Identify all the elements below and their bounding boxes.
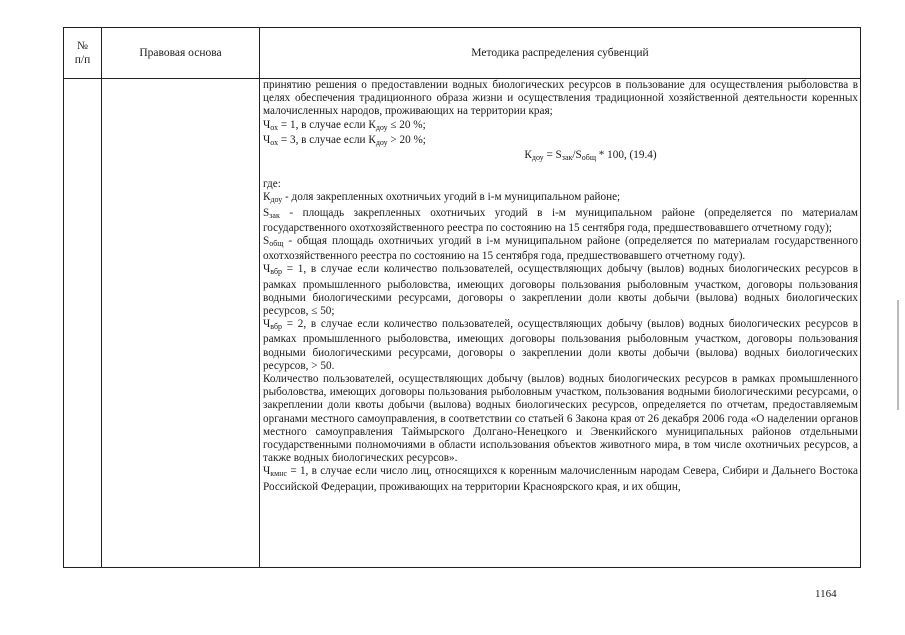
column-divider (259, 28, 260, 567)
definition: $Ч_{кмнс} = 1$, в случае если число лиц, относящихся к коренным малочисленным народам Севера, Сибири и Дальнего Востока Российской Федерации, проживающих на территории Красноярского края, и их общин, (263, 465, 858, 493)
definition: $Ч_{вбр} = 2$, в случае если количество пользователей, осуществляющих добычу (вылов) водных биологических ресурсов в рамках промышленного рыболовства, имеющих договоры пользования рыболовным участком, договоры пользования водными биологическими ресурсами, договоры о закреплении доли квоты добычи (вылова) водных биологических ресурсов, > 50. (263, 318, 858, 372)
paragraph: принятию решения о предоставлении водных биологических ресурсов в пользование для осуществления рыболовства в целях обеспечения традиционного образа жизни и осуществления традиционной хозяйственной деятельности коренных малочисленных народов, проживающих на территории края; (263, 79, 858, 118)
formula-19-4: $К_{доу} = S_{зак}/S_{общ} * 100$, (19.4) (524, 149, 657, 163)
condition-line: $Ч_{ох} = 3$, в случае если $К_{доу} > 20$ %; (263, 133, 426, 147)
header-methodology: Методика распределения субвенций (471, 47, 649, 59)
scan-edge-mark (897, 300, 899, 410)
condition-line: $Ч_{ох} = 1$, в случае если $К_{доу} \le 20$ %; (263, 118, 426, 132)
subvention-table (63, 27, 861, 568)
header-number: № п/п (74, 40, 91, 66)
definition: $S_{зак}$ - площадь закрепленных охотничьих угодий в i-м муниципальном районе (определяется по материалам государственного охотхозяйственного реестра по состоянию на 15 сентября года, предшествовавшего отчетному году); (263, 206, 858, 234)
where-label: где: (263, 178, 281, 191)
page-number: 1164 (815, 588, 837, 600)
paragraph: Количество пользователей, осуществляющих добычу (вылов) водных биологических ресурсов в рамках промышленного рыболовства, имеющих договоры пользования рыболовным участком, пользования водными биологическими ресурсами, о закреплении доли квоты добычи (вылова) водных биологических ресурсов, определяется по отчетам, предоставляемым органами местного самоуправления, в соответствии со статьей 6 Закона края от 26 декабря 2006 года «О наделении органов местного самоуправления Таймырского Долгано-Ненецкого и Эвенкийского муниципальных районов отдельными государственными полномочиями в области использования объектов животного мира, в том числе охотничьих ресурсов, а также водных биологических ресурсов». (263, 373, 858, 465)
header-legal-basis: Правовая основа (139, 47, 222, 59)
definition: $S_{общ}$ - общая площадь охотничьих угодий в i-м муниципальном районе (определяется по материалам государственного охотхозяйственного реестра по состоянию на 15 сентября года, предшествовавшего отчетному году). (263, 235, 858, 263)
column-divider (101, 28, 102, 567)
definition: $Ч_{вбр} = 1$, в случае если количество пользователей, осуществляющих добычу (вылов) водных биологических ресурсов в рамках промышленного рыболовства, имеющих договоры пользования рыболовным участком, договоры пользования водными биологическими ресурсами, договоры о закреплении доли квоты добычи (вылова) водных биологических ресурсов, ≤ 50; (263, 263, 858, 318)
definition: $К_{доу}$ - доля закрепленных охотничьих угодий в i-м муниципальном районе; (263, 191, 621, 205)
methodology-cell (263, 79, 858, 494)
